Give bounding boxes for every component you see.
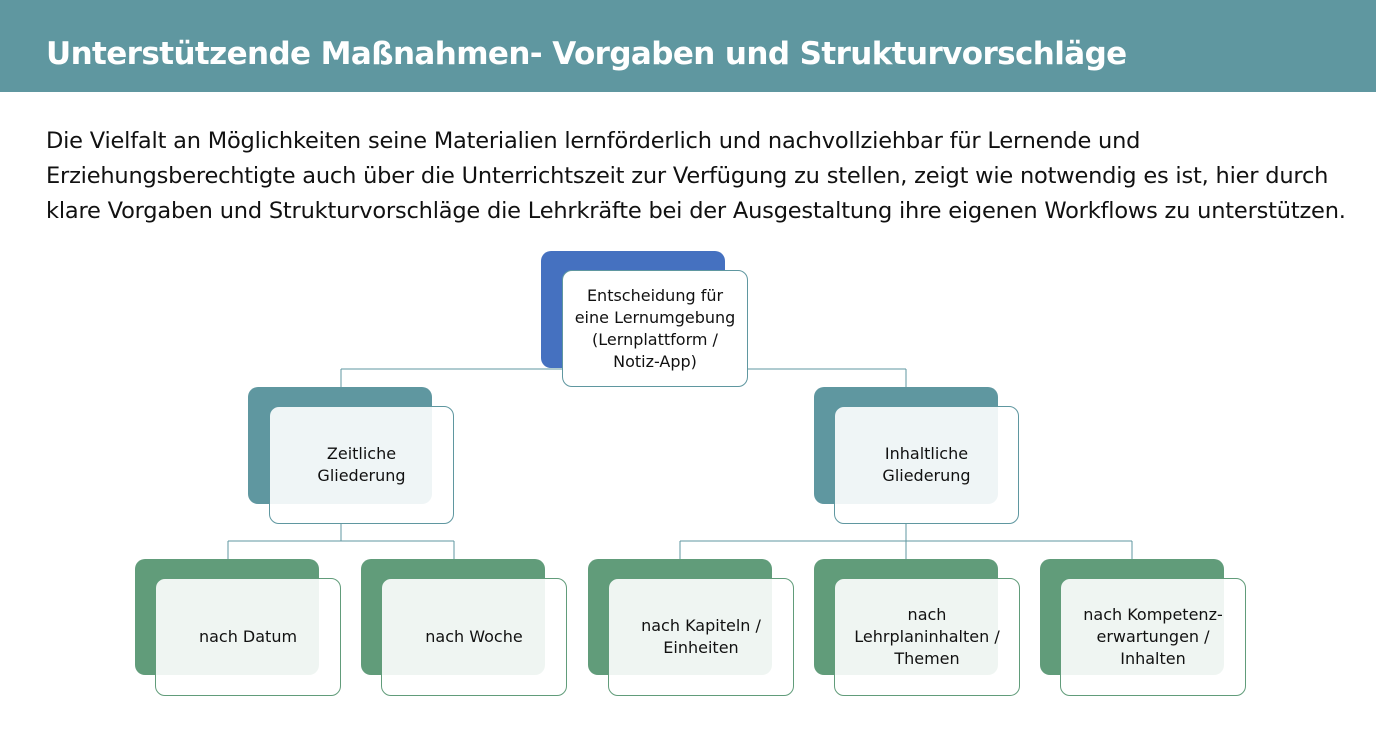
page-title: Unterstützende Maßnahmen- Vorgaben und Strukturvorschläge — [46, 36, 1127, 72]
node-nach-kompetenzerwartungen-label: nach Kompetenz-erwartungen / Inhalten — [1060, 578, 1246, 696]
node-nach-lehrplaninhalten-label: nach Lehrplaninhalten / Themen — [834, 578, 1020, 696]
node-inhaltliche-gliederung — [814, 387, 1019, 525]
node-root-label: Entscheidung für eine Lernumgebung (Lernplattform / Notiz-App) — [562, 270, 748, 387]
node-nach-datum-label: nach Datum — [155, 578, 341, 696]
node-nach-kapiteln — [588, 559, 794, 696]
intro-paragraph: Die Vielfalt an Möglichkeiten seine Materialien lernförderlich und nachvollziehbar für Lernende und Erziehungsberechtigte auch über die Unterrichtszeit zur Verfügung zu stellen, zeigt wie notwendig es ist, hier durch klare Vorgaben und Strukturvorschläge die Lehrkräfte bei der Ausgestaltung ihre eigenen Workflows zu unterstützen. — [46, 128, 1346, 224]
node-nach-woche — [361, 559, 567, 696]
node-nach-kompetenzerwartungen — [1040, 559, 1246, 696]
node-root — [541, 251, 748, 388]
node-inhaltliche-label: Inhaltliche Gliederung — [834, 406, 1019, 524]
node-zeitliche-gliederung — [248, 387, 454, 525]
node-nach-woche-label: nach Woche — [381, 578, 567, 696]
node-zeitliche-label: Zeitliche Gliederung — [269, 406, 454, 524]
node-nach-datum — [135, 559, 341, 696]
node-nach-kapiteln-label: nach Kapiteln / Einheiten — [608, 578, 794, 696]
node-nach-lehrplaninhalten — [814, 559, 1020, 696]
